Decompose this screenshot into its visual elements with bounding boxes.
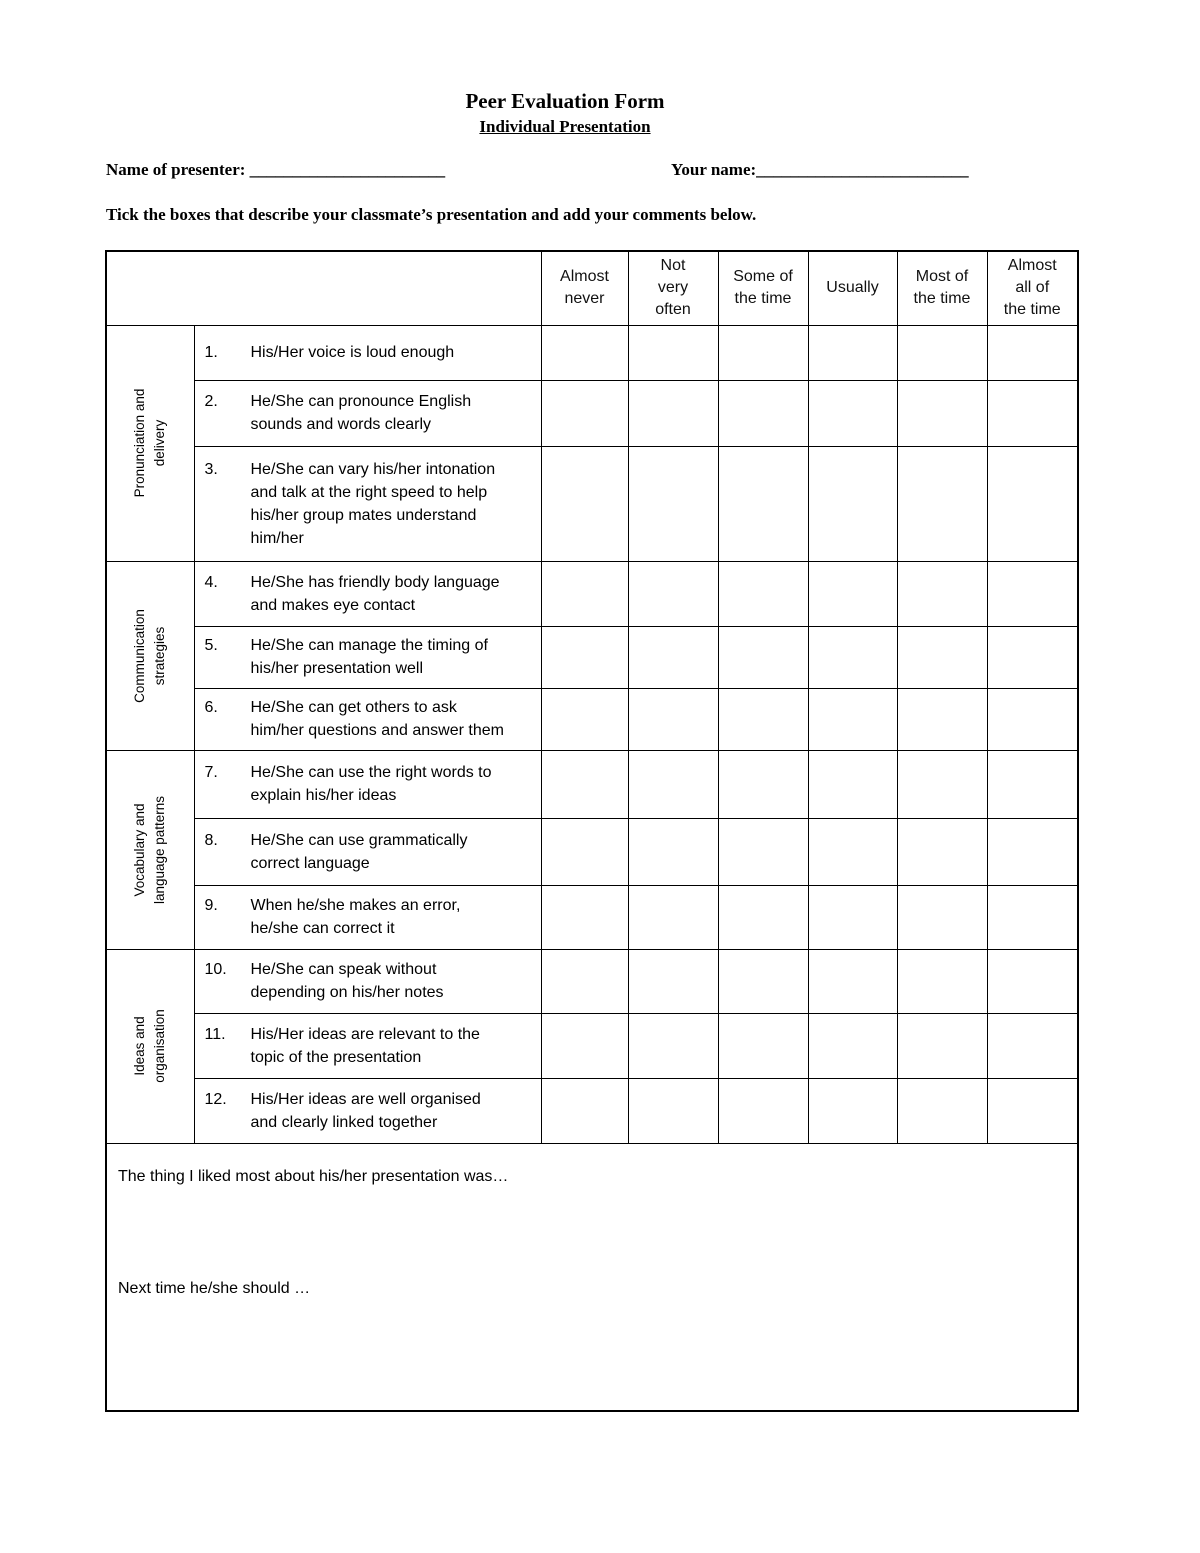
- scale-header-3: [718, 251, 808, 325]
- rating-checkbox-2[interactable]: [628, 750, 718, 818]
- your-name-field[interactable]: Your name:_________________________: [671, 160, 969, 179]
- criterion-number: 12.: [204, 1090, 227, 1108]
- rating-checkbox-1[interactable]: [541, 446, 628, 561]
- category-label-line: Vocabulary and: [132, 802, 148, 897]
- rating-checkbox-2[interactable]: [628, 626, 718, 688]
- criterion-text: [251, 761, 492, 807]
- criterion-text-line: topic of the presentation: [250, 1048, 422, 1066]
- rating-checkbox-6[interactable]: [987, 885, 1078, 949]
- liked-comment-area[interactable]: [118, 1194, 1066, 1274]
- rating-checkbox-2[interactable]: [628, 1013, 718, 1078]
- rating-checkbox-1[interactable]: [541, 688, 628, 750]
- criterion-text: [251, 1023, 480, 1069]
- criterion-cell: [194, 949, 541, 1013]
- rating-checkbox-4[interactable]: [808, 561, 897, 626]
- category-label-line: Pronunciation and: [132, 388, 148, 498]
- category-label: [130, 389, 170, 498]
- criterion-row: [106, 818, 1078, 885]
- rating-checkbox-1[interactable]: [541, 949, 628, 1013]
- criterion-number: 3.: [204, 460, 218, 478]
- criterion-number: 5.: [204, 637, 218, 654]
- page-subtitle: Individual Presentation: [479, 117, 651, 136]
- rating-checkbox-4[interactable]: [808, 688, 897, 750]
- rating-checkbox-3[interactable]: [718, 380, 808, 446]
- rating-checkbox-3[interactable]: [718, 688, 808, 750]
- rating-checkbox-3[interactable]: [718, 818, 808, 885]
- criterion-cell: [194, 1013, 541, 1078]
- header-blank-cell: [106, 251, 541, 325]
- category-label: [130, 609, 170, 703]
- evaluation-table: [105, 250, 1079, 1412]
- rating-checkbox-6[interactable]: [987, 626, 1078, 688]
- category-label-line: language patterns: [152, 795, 168, 904]
- rating-checkbox-5[interactable]: [897, 325, 987, 380]
- rating-checkbox-3[interactable]: [718, 561, 808, 626]
- rating-checkbox-6[interactable]: [987, 325, 1078, 380]
- scale-header-line: all of: [1015, 279, 1050, 297]
- rating-checkbox-4[interactable]: [808, 325, 897, 380]
- rating-checkbox-4[interactable]: [808, 626, 897, 688]
- rating-checkbox-4[interactable]: [808, 949, 897, 1013]
- criterion-cell: [194, 688, 541, 750]
- criterion-text: [251, 829, 468, 875]
- rating-checkbox-5[interactable]: [897, 885, 987, 949]
- criterion-text: [251, 958, 444, 1004]
- criterion-text-line: When he/she makes an error,: [250, 897, 461, 914]
- rating-checkbox-5[interactable]: [897, 561, 987, 626]
- criterion-number: 2.: [204, 393, 218, 410]
- criterion-row: [106, 688, 1078, 750]
- rating-checkbox-1[interactable]: [541, 626, 628, 688]
- category-cell: [106, 325, 194, 561]
- rating-checkbox-4[interactable]: [808, 750, 897, 818]
- criterion-text-line: he/she can correct it: [250, 920, 395, 937]
- rating-checkbox-1[interactable]: [541, 885, 628, 949]
- criterion-text: [251, 571, 500, 617]
- category-label: [130, 1009, 170, 1083]
- criterion-text-line: His/Her voice is loud enough: [250, 344, 455, 361]
- category-cell: [106, 561, 194, 750]
- criterion-row: [106, 949, 1078, 1013]
- scale-header-line: the time: [913, 290, 971, 308]
- criterion-text-line: His/Her ideas are relevant to the: [250, 1025, 480, 1043]
- criterion-cell: [194, 750, 541, 818]
- criterion-row: [106, 626, 1078, 688]
- scale-header-line: Not: [660, 257, 686, 275]
- rating-checkbox-2[interactable]: [628, 380, 718, 446]
- category-label-line: Communication: [132, 608, 148, 703]
- criterion-text-line: His/Her ideas are well organised: [250, 1090, 481, 1108]
- rating-checkbox-5[interactable]: [897, 380, 987, 446]
- rating-checkbox-5[interactable]: [897, 949, 987, 1013]
- rating-checkbox-5[interactable]: [897, 750, 987, 818]
- criterion-cell: [194, 1078, 541, 1143]
- scale-header-5: [897, 251, 987, 325]
- category-label-line: Ideas and: [132, 1016, 148, 1076]
- scale-header-line: often: [655, 301, 691, 319]
- criterion-text: [251, 390, 472, 436]
- rating-checkbox-4[interactable]: [808, 1078, 897, 1143]
- criterion-text: [251, 341, 455, 364]
- scale-header-line: Most of: [915, 268, 969, 286]
- criterion-text-line: He/She can vary his/her intonation: [250, 460, 496, 478]
- category-label: [130, 795, 170, 903]
- criterion-text-line: his/her presentation well: [250, 660, 424, 677]
- criterion-number: 11.: [204, 1025, 226, 1043]
- criterion-text-line: sounds and words clearly: [250, 416, 432, 433]
- criterion-text-line: and clearly linked together: [250, 1113, 438, 1131]
- criterion-text-line: He/She can pronounce English: [250, 393, 472, 410]
- rating-checkbox-5[interactable]: [897, 818, 987, 885]
- criterion-number: 8.: [204, 831, 218, 849]
- criterion-text-line: He/She has friendly body language: [250, 573, 500, 591]
- criterion-cell: [194, 380, 541, 446]
- rating-checkbox-3[interactable]: [718, 1013, 808, 1078]
- rating-checkbox-1[interactable]: [541, 750, 628, 818]
- rating-checkbox-3[interactable]: [718, 1078, 808, 1143]
- rating-checkbox-1[interactable]: [541, 818, 628, 885]
- criterion-text: [251, 1088, 481, 1134]
- rating-checkbox-6[interactable]: [987, 380, 1078, 446]
- rating-checkbox-5[interactable]: [897, 1013, 987, 1078]
- scale-header-2: [628, 251, 718, 325]
- criterion-number: 6.: [204, 699, 218, 716]
- rating-checkbox-6[interactable]: [987, 1078, 1078, 1143]
- scale-header-line: Some of: [733, 268, 793, 286]
- criterion-text: [251, 458, 496, 550]
- rating-checkbox-2[interactable]: [628, 949, 718, 1013]
- rating-checkbox-1[interactable]: [541, 380, 628, 446]
- rating-checkbox-6[interactable]: [987, 1013, 1078, 1078]
- rating-checkbox-1[interactable]: [541, 561, 628, 626]
- scale-header-line: Usually: [826, 279, 879, 297]
- criterion-cell: [194, 561, 541, 626]
- criterion-text: [251, 634, 488, 680]
- rating-checkbox-2[interactable]: [628, 561, 718, 626]
- rating-checkbox-1[interactable]: [541, 325, 628, 380]
- rating-checkbox-1[interactable]: [541, 1078, 628, 1143]
- rating-checkbox-6[interactable]: [987, 446, 1078, 561]
- rating-checkbox-4[interactable]: [808, 380, 897, 446]
- criterion-text-line: him/her questions and answer them: [250, 722, 504, 739]
- criterion-row: [106, 750, 1078, 818]
- criterion-number: 10.: [204, 961, 227, 978]
- rating-checkbox-4[interactable]: [808, 885, 897, 949]
- criterion-text: [251, 696, 504, 742]
- criterion-text-line: He/She can get others to ask: [250, 699, 457, 716]
- criterion-text-line: explain his/her ideas: [250, 787, 397, 804]
- rating-checkbox-2[interactable]: [628, 446, 718, 561]
- category-cell: [106, 750, 194, 949]
- criterion-text-line: and talk at the right speed to help: [250, 483, 488, 501]
- rating-checkbox-5[interactable]: [897, 446, 987, 561]
- presenter-name-field[interactable]: Name of presenter: _______________________: [106, 160, 446, 179]
- scale-header-4: [808, 251, 897, 325]
- next-time-comment-area[interactable]: [118, 1306, 1066, 1396]
- category-label-line: strategies: [152, 626, 168, 685]
- category-label-line: organisation: [152, 1009, 168, 1083]
- scale-header-line: very: [657, 279, 689, 297]
- rating-checkbox-2[interactable]: [628, 325, 718, 380]
- criterion-cell: [194, 446, 541, 561]
- rating-checkbox-3[interactable]: [718, 949, 808, 1013]
- criterion-text-line: and makes eye contact: [250, 596, 416, 614]
- rating-checkbox-4[interactable]: [808, 446, 897, 561]
- rating-checkbox-2[interactable]: [628, 818, 718, 885]
- criterion-number: 4.: [204, 573, 218, 591]
- rating-checkbox-4[interactable]: [808, 818, 897, 885]
- criterion-row: [106, 561, 1078, 626]
- page-title: Peer Evaluation Form: [465, 89, 665, 113]
- criterion-cell: [194, 325, 541, 380]
- criterion-cell: [194, 818, 541, 885]
- rating-checkbox-3[interactable]: [718, 325, 808, 380]
- criterion-text-line: him/her: [250, 529, 304, 547]
- scale-header-row: [106, 251, 1078, 325]
- rating-checkbox-6[interactable]: [987, 561, 1078, 626]
- criterion-row: [106, 325, 1078, 380]
- category-label-line: delivery: [152, 419, 168, 467]
- criterion-number: 7.: [204, 764, 218, 781]
- criterion-number: 1.: [204, 344, 218, 361]
- criterion-row: [106, 446, 1078, 561]
- liked-prompt: The thing I liked most about his/her presentation was…: [118, 1167, 509, 1185]
- criterion-row: [106, 380, 1078, 446]
- scale-header-line: Almost: [560, 268, 609, 286]
- criterion-row: [106, 1013, 1078, 1078]
- scale-header-6: [987, 251, 1078, 325]
- rating-checkbox-5[interactable]: [897, 688, 987, 750]
- criterion-cell: [194, 885, 541, 949]
- rating-checkbox-2[interactable]: [628, 885, 718, 949]
- criterion-cell: [194, 626, 541, 688]
- rating-checkbox-6[interactable]: [987, 750, 1078, 818]
- rating-checkbox-3[interactable]: [718, 446, 808, 561]
- comments-box: [106, 1143, 1078, 1411]
- rating-checkbox-3[interactable]: [718, 750, 808, 818]
- next-time-prompt: Next time he/she should …: [118, 1279, 311, 1297]
- criterion-text-line: He/She can use grammatically: [250, 831, 468, 849]
- criterion-text-line: He/She can manage the timing of: [250, 637, 488, 654]
- criterion-text: [251, 894, 461, 940]
- criterion-row: [106, 885, 1078, 949]
- rating-checkbox-2[interactable]: [628, 688, 718, 750]
- instructions: Tick the boxes that describe your classmate’s presentation and add your comments below.: [106, 205, 757, 224]
- rating-checkbox-6[interactable]: [987, 688, 1078, 750]
- scale-header-1: [541, 251, 628, 325]
- rating-checkbox-1[interactable]: [541, 1013, 628, 1078]
- criterion-text-line: He/She can use the right words to: [250, 764, 492, 781]
- rating-checkbox-3[interactable]: [718, 885, 808, 949]
- scale-header-line: Almost: [1007, 257, 1057, 275]
- scale-header-line: the time: [734, 290, 792, 308]
- criterion-text-line: correct language: [250, 854, 370, 872]
- rating-checkbox-3[interactable]: [718, 626, 808, 688]
- criterion-text-line: his/her group mates understand: [250, 506, 477, 524]
- scale-header-line: never: [564, 290, 605, 308]
- criterion-text-line: depending on his/her notes: [250, 984, 444, 1001]
- category-cell: [106, 949, 194, 1143]
- rating-checkbox-2[interactable]: [628, 1078, 718, 1143]
- rating-checkbox-5[interactable]: [897, 1078, 987, 1143]
- criterion-row: [106, 1078, 1078, 1143]
- rating-checkbox-4[interactable]: [808, 1013, 897, 1078]
- rating-checkbox-6[interactable]: [987, 818, 1078, 885]
- rating-checkbox-5[interactable]: [897, 626, 987, 688]
- rating-checkbox-6[interactable]: [987, 949, 1078, 1013]
- criterion-text-line: He/She can speak without: [250, 961, 437, 978]
- scale-header-line: the time: [1003, 301, 1061, 319]
- criterion-number: 9.: [204, 897, 218, 914]
